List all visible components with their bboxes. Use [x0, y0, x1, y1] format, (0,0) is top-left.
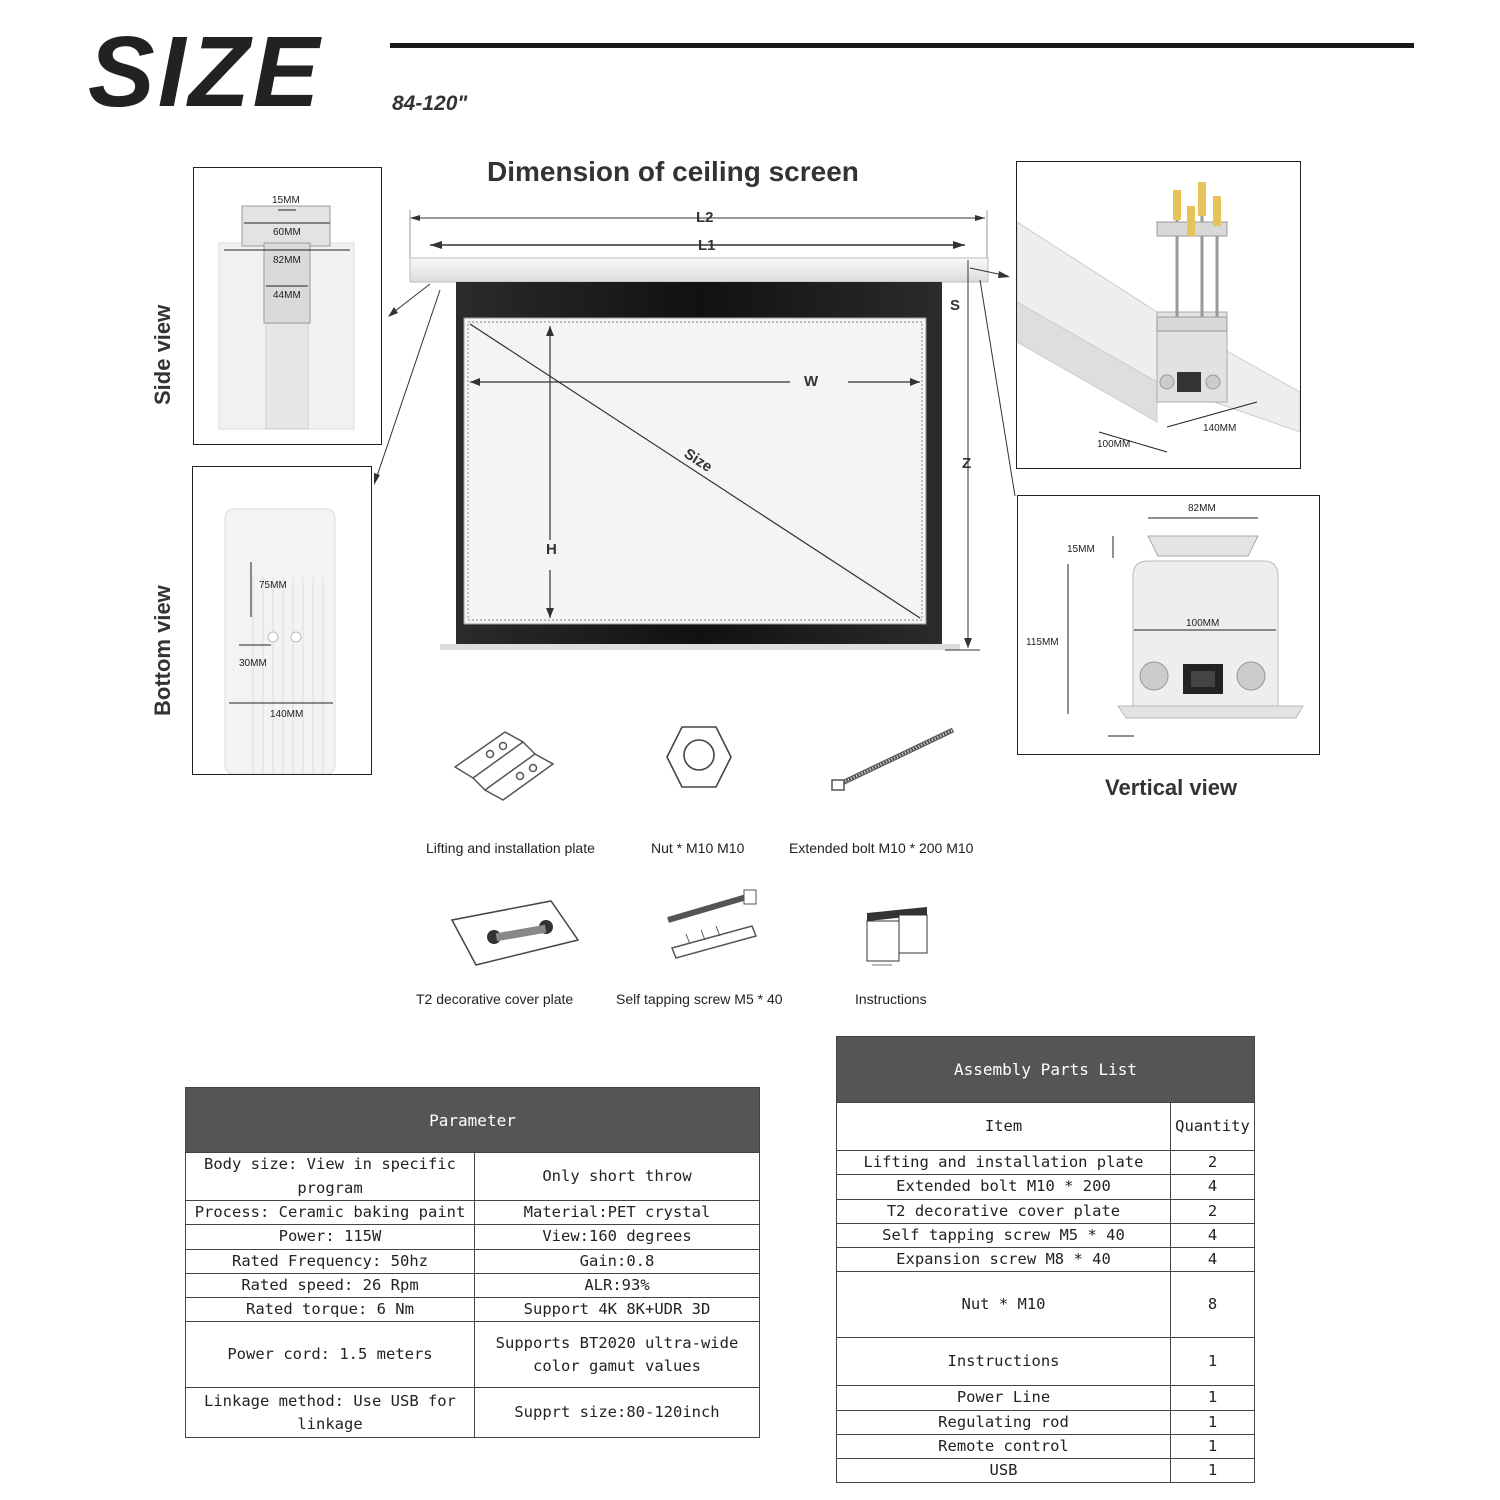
mount-dim-100: 100MM	[1097, 439, 1131, 450]
param-cell: Supprt size:80-120inch	[475, 1388, 760, 1438]
assembly-item: Instructions	[837, 1338, 1171, 1386]
mount-3d-drawing	[1017, 162, 1300, 468]
accessory-label: Lifting and installation plate	[426, 840, 595, 856]
label-l2: L2	[696, 209, 714, 226]
long-bolt-icon	[828, 724, 958, 794]
vertical-view-drawing	[1018, 496, 1319, 754]
cover-plate-icon	[446, 895, 586, 970]
assembly-qty: 1	[1171, 1338, 1255, 1386]
accessory-label: Instructions	[855, 991, 927, 1007]
accessory-label: Nut * M10 M10	[651, 840, 745, 856]
assembly-item: Remote control	[837, 1434, 1171, 1458]
side-view-label: Side view	[150, 304, 175, 405]
screw-anchor-icon	[660, 888, 770, 963]
assembly-qty: 4	[1171, 1248, 1255, 1272]
param-cell: Power cord: 1.5 meters	[186, 1322, 475, 1388]
assembly-item: Extended bolt M10 * 200	[837, 1175, 1171, 1199]
side-view-drawing	[194, 168, 381, 444]
side-dim-44: 44MM	[273, 290, 301, 301]
param-cell: Supports BT2020 ultra-wide color gamut values	[475, 1322, 760, 1388]
bottom-dim-75: 75MM	[259, 580, 287, 591]
assembly-item: Expansion screw M8 * 40	[837, 1248, 1171, 1272]
assembly-col-item: Item	[837, 1103, 1171, 1151]
param-cell: ALR:93%	[475, 1273, 760, 1297]
assembly-item: Nut * M10	[837, 1272, 1171, 1338]
param-cell: Gain:0.8	[475, 1249, 760, 1273]
brand-title: SIZE	[88, 16, 323, 128]
param-cell: Body size: View in specific program	[186, 1153, 475, 1201]
parameter-table	[185, 1087, 760, 1438]
bottom-view-drawing	[193, 467, 371, 774]
side-dim-60: 60MM	[273, 227, 301, 238]
accessory-label: T2 decorative cover plate	[416, 991, 574, 1007]
assembly-item: USB	[837, 1459, 1171, 1483]
assembly-qty: 4	[1171, 1175, 1255, 1199]
side-dim-15: 15MM	[272, 195, 300, 206]
assembly-col-qty: Quantity	[1171, 1103, 1255, 1151]
bottom-dim-140: 140MM	[270, 709, 304, 720]
param-cell: Process: Ceramic baking paint	[186, 1201, 475, 1225]
label-size: Size	[680, 445, 716, 476]
assembly-item: T2 decorative cover plate	[837, 1199, 1171, 1223]
param-cell: Rated speed: 26 Rpm	[186, 1273, 475, 1297]
label-l1: L1	[698, 237, 716, 254]
assembly-qty: 1	[1171, 1434, 1255, 1458]
assembly-table-title: Assembly Parts List	[837, 1037, 1255, 1103]
label-z: Z	[962, 455, 972, 472]
vertical-dim-100: 100MM	[1186, 618, 1220, 629]
assembly-parts-table	[836, 1036, 1255, 1483]
label-h: H	[546, 541, 557, 558]
diagram-title: Dimension of ceiling screen	[487, 156, 859, 187]
vertical-dim-82: 82MM	[1188, 503, 1216, 514]
label-w: W	[804, 373, 819, 390]
param-cell: Rated torque: 6 Nm	[186, 1298, 475, 1322]
size-range: 84-120"	[392, 92, 468, 115]
side-dim-82: 82MM	[273, 255, 301, 266]
leader-arrows	[370, 260, 1030, 500]
param-cell: Rated Frequency: 50hz	[186, 1249, 475, 1273]
assembly-item: Self tapping screw M5 * 40	[837, 1223, 1171, 1247]
accessory-label: Extended bolt M10 * 200 M10	[789, 840, 974, 856]
param-cell: Linkage method: Use USB for linkage	[186, 1388, 475, 1438]
mount-3d-panel	[1016, 161, 1301, 469]
side-view-panel	[193, 167, 382, 445]
hex-nut-icon	[664, 722, 734, 792]
assembly-qty: 2	[1171, 1151, 1255, 1175]
vertical-dim-15: 15MM	[1067, 544, 1095, 555]
assembly-qty: 1	[1171, 1459, 1255, 1483]
header-rule	[390, 43, 1414, 48]
assembly-qty: 1	[1171, 1410, 1255, 1434]
vertical-view-panel	[1017, 495, 1320, 755]
assembly-qty: 1	[1171, 1386, 1255, 1410]
label-s: S	[950, 297, 961, 314]
mounting-plate-icon	[445, 712, 565, 812]
assembly-item: Power Line	[837, 1386, 1171, 1410]
assembly-qty: 4	[1171, 1223, 1255, 1247]
manual-icon	[862, 905, 932, 970]
assembly-qty: 2	[1171, 1199, 1255, 1223]
param-cell: Support 4K 8K+UDR 3D	[475, 1298, 760, 1322]
assembly-item: Lifting and installation plate	[837, 1151, 1171, 1175]
param-cell: Power: 115W	[186, 1225, 475, 1249]
param-cell: View:160 degrees	[475, 1225, 760, 1249]
bottom-dim-30: 30MM	[239, 658, 267, 669]
bottom-view-panel	[192, 466, 372, 775]
accessory-label: Self tapping screw M5 * 40	[616, 991, 783, 1007]
mount-dim-140: 140MM	[1203, 423, 1237, 434]
param-cell: Only short throw	[475, 1153, 760, 1201]
assembly-item: Regulating rod	[837, 1410, 1171, 1434]
parameter-table-title: Parameter	[186, 1088, 760, 1153]
vertical-dim-115: 115MM	[1026, 637, 1059, 648]
assembly-qty: 8	[1171, 1272, 1255, 1338]
param-cell: Material:PET crystal	[475, 1201, 760, 1225]
vertical-view-label: Vertical view	[1105, 775, 1238, 800]
bottom-view-label: Bottom view	[150, 585, 175, 716]
